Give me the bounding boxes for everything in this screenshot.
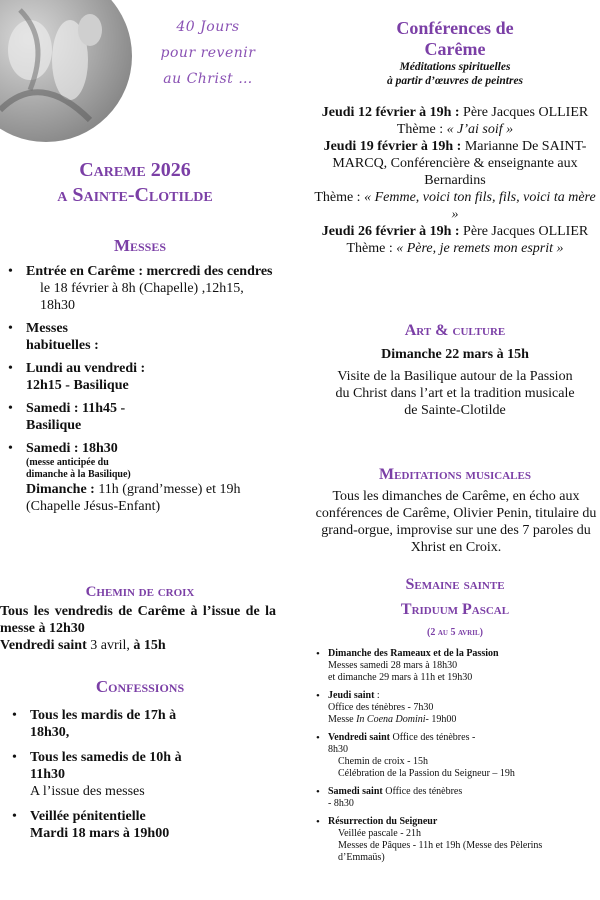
conference-speaker: Père Jacques OLLIER (463, 105, 589, 120)
tagline-line-2: pour revenir (160, 45, 256, 61)
confessions-samedis-note: A l’issue des messes (30, 784, 145, 799)
conference-date: Jeudi 12 février à 19h : (321, 105, 460, 120)
conferences-subtitle-line-1: Méditations spirituelles (399, 61, 511, 73)
confessions-mardis: Tous les mardis de 17h à 18h30, (30, 708, 177, 740)
rameaux-line-1: Messes samedi 28 mars à 18h30 (328, 660, 458, 671)
conferences-heading-line-1: Conférences de (396, 18, 514, 38)
messes-lundi: Lundi au vendredi : 12h15 - Basilique (26, 361, 146, 393)
art-section (330, 346, 580, 419)
conference-theme: « Femme, voici ton fils, fils, voici ta mère » (364, 190, 596, 222)
chemin-vendredi-saint (0, 637, 276, 654)
messes-dimanche (26, 481, 266, 515)
meditations-heading: Meditations musicales (379, 466, 531, 483)
conference-theme: « J’ai soif » (446, 122, 514, 137)
semaine-dates: (2 au 5 avril) (427, 627, 483, 638)
list-item (316, 786, 596, 810)
main-title-line-2: a Sainte-Clotilde (57, 184, 213, 206)
messes-heading: Messes (113, 236, 167, 255)
jeudi-line-1: Office des ténèbres - 7h30 (328, 702, 434, 713)
conferences-subtitle (310, 60, 600, 88)
dimanche-label: Dimanche : (26, 482, 95, 497)
list-item (8, 749, 205, 800)
conference-item (312, 104, 598, 138)
list-item (316, 690, 596, 726)
conferences-subtitle-line-2: à partir d’œuvres de peintres (386, 75, 524, 87)
conferences-list (312, 104, 598, 257)
list-item (316, 732, 596, 780)
list-item (8, 707, 190, 741)
veillee-date: Mardi 18 mars à 19h00 (30, 826, 170, 841)
chemin-section (0, 603, 276, 654)
conference-date: Jeudi 19 février à 19h : (323, 139, 462, 154)
list-item (4, 360, 146, 394)
tagline-line-1: 40 Jours (176, 19, 240, 35)
semaine-heading-1: Semaine sainte (405, 576, 505, 593)
confessions-section (8, 707, 270, 842)
jeudi-line-2a: Messe (328, 714, 357, 725)
chemin-line-1: Tous les vendredis de Carême à l’issue de la messe à 12h30 (0, 604, 276, 636)
list-item (316, 648, 596, 684)
conference-speaker: Marianne De SAINT-MARCQ, Conférencière & enseignante aux Bernardins (332, 139, 587, 188)
dimanche-detail: 11h (grand’messe) et 19h (Chapelle Jésus-Enfant) (26, 482, 241, 514)
jeudi-label: Jeudi saint (328, 690, 375, 701)
meditations-text: Tous les dimanches de Carême, en écho aux conférences de Carême, Olivier Penin, titulaire du grand-orgue, improvise sur une des 7 paroles du Xhrist en Croix. (315, 489, 597, 555)
chemin-heading: Chemin de croix (85, 584, 195, 600)
messes-section (4, 263, 276, 515)
main-title (0, 158, 270, 208)
jeudi-line-2b: In Coena Domini (356, 714, 426, 725)
art-heading: Art & culture (404, 322, 506, 339)
vendredi-label: Vendredi saint (328, 732, 390, 743)
art-date: Dimanche 22 mars à 15h (381, 347, 529, 362)
samedi-line-1: Office des ténèbres - 8h30 (328, 786, 463, 809)
vs-label: Vendredi saint (0, 638, 87, 653)
resurrection-line-1: Veillée pascale - 21h (338, 828, 422, 839)
theme-label: Thème : (314, 190, 365, 205)
vendredi-line-3: Célébration de la Passion du Seigneur – 19h (338, 768, 515, 779)
list-item (8, 808, 270, 842)
veillee-label: • Veillée pénitentielle (30, 809, 146, 824)
main-title-line-1: Careme 2026 (79, 159, 191, 181)
messes-samedi-2: Samedi : 18h30 (26, 441, 118, 456)
messes-samedi-2-note: (messe anticipée du dimanche à la Basilique) (26, 457, 131, 480)
conference-date: Jeudi 26 février à 19h : (321, 224, 460, 239)
theme-label: Thème : (396, 122, 447, 137)
entree-detail: le 18 février à 8h (Chapelle) ,12h15, 18h30 (40, 281, 244, 313)
rameaux-label: • Dimanche des Rameaux et de la Passion (328, 648, 499, 659)
list-item (4, 440, 276, 515)
list-item (316, 816, 596, 864)
samedi-label: Samedi saint (328, 786, 383, 797)
list-item (4, 400, 146, 434)
sculpture-image (0, 0, 132, 142)
list-item (4, 263, 276, 314)
tagline (138, 14, 278, 92)
conference-theme: « Père, je remets mon esprit » (396, 241, 564, 256)
semaine-heading-2: Triduum Pascal (400, 601, 510, 618)
vendredi-line-2: Chemin de croix - 15h (338, 756, 428, 767)
vs-time: à 15h (133, 638, 166, 653)
conference-speaker: Père Jacques OLLIER (463, 224, 589, 239)
vendredi-line-1: Office des ténèbres - 8h30 (328, 732, 476, 755)
jeudi-colon: : (374, 690, 380, 701)
semaine-section (316, 648, 596, 870)
jeudi-line-2c: - 19h00 (425, 714, 457, 725)
resurrection-line-2: Messes de Pâques - 11h et 19h (Messe des Pèlerins d’Emmaüs) (338, 840, 543, 863)
tagline-line-3: au Christ … (163, 71, 253, 87)
confessions-samedis: Tous les samedis de 10h à 11h30 (30, 750, 182, 782)
theme-label: Thème : (346, 241, 397, 256)
vs-date: 3 avril, (90, 638, 130, 653)
conferences-heading (310, 18, 600, 60)
conference-item (312, 138, 598, 223)
rameaux-line-2: et dimanche 29 mars à 11h et 19h30 (328, 672, 473, 683)
confessions-heading: Confessions (95, 677, 185, 696)
entree-label: Entrée en Carême : mercredi des cendres (26, 264, 273, 279)
messes-habituelles: Messes habituelles : (26, 321, 99, 353)
art-text: Visite de la Basilique autour de la Passion du Christ dans l’art et la tradition musicale de Sainte-Clotilde (335, 369, 575, 418)
conferences-heading-line-2: Carême (424, 39, 486, 59)
list-item (4, 320, 136, 354)
resurrection-label: • Résurrection du Seigneur (328, 816, 438, 827)
messes-samedi-1: Samedi : 11h45 - Basilique (26, 401, 126, 433)
conference-item (312, 223, 598, 257)
